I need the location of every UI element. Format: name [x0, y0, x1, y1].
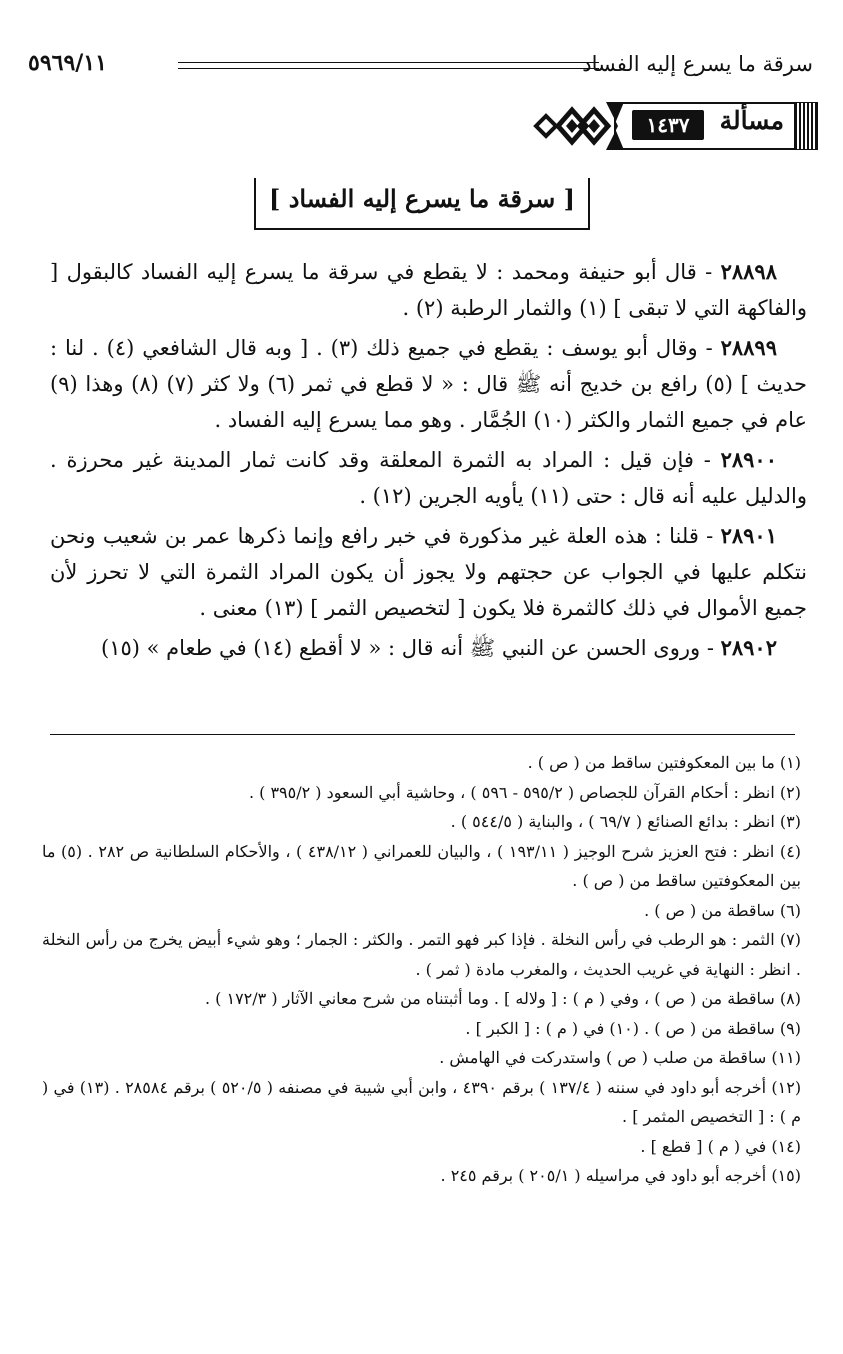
footnote: (٧) الثمر : هو الرطب في رأس النخلة . فإذا كبر فهو التمر . والكثر : الجمار ؛ وهو شيء أبيض يخرج من رأس النخلة . انظر : النهاية في غريب الحديث ، والمغرب مادة ( ثمر ) . — [42, 930, 801, 979]
paragraph — [50, 330, 807, 438]
footnote: (١١) ساقطة من صلب ( ص ) واستدركت في الهامش . — [439, 1048, 801, 1067]
section-title: [ سرقة ما يسرع إليه الفساد ] — [254, 178, 590, 230]
paragraph-number: ٢٨٩٠١ — [720, 523, 777, 548]
footnotes — [42, 748, 801, 1191]
paragraph-text: - قال أبو حنيفة ومحمد : لا يقطع في سرقة ما يسرع إليه الفساد كالبقول [ والفاكهة التي لا تبقى ] (١) والثمار الرطبة (٢) . — [50, 260, 807, 320]
paragraph-text: - وروى الحسن عن النبي ﷺ أنه قال : « لا أقطع (١٤) في طعام » (١٥) — [100, 636, 721, 660]
masala-number: ١٤٣٧ — [632, 110, 704, 140]
footnote: (٩) ساقطة من ( ص ) . (١٠) في ( م ) : [ الكبر ] . — [465, 1018, 801, 1038]
footnote: (٤) انظر : فتح العزيز شرح الوجيز ( ١٩٣/١١ ) ، والبيان للعمراني ( ٤٣٨/١٢ ) ، والأحكام السلطانية ص ٢٨٢ . (٥) ما بين المعكوفتين ساقط من ( ص ) . — [42, 841, 802, 890]
header-rule — [178, 62, 599, 69]
footnote: (١٢) أخرجه أبو داود في سننه ( ١٣٧/٤ ) برقم ٤٣٩٠ ، وابن أبي شيبة في مصنفه ( ٥٢٠/٥ ) برقم ٢٨٥٨٤ . (١٣) في ( م ) : [ التخصيص المثمر ] . — [42, 1077, 802, 1126]
page-reference: ٥٩٦٩/١١ — [28, 50, 107, 76]
running-header — [28, 48, 813, 82]
footnote: (٦) ساقطة من ( ص ) . — [644, 900, 801, 920]
paragraph-number: ٢٨٨٩٩ — [720, 335, 777, 360]
footnote: (١) ما بين المعكوفتين ساقط من ( ص ) . — [527, 753, 801, 772]
paragraph-text: - فإن قيل : المراد به الثمرة المعلقة وقد كانت ثمار المدينة غير محرزة . والدليل عليه أنه قال : حتى (١١) يأويه الجرين (١٢) . — [50, 448, 807, 508]
paragraph-text: - قلنا : هذه العلة غير مذكورة في خبر رافع وإنما ذكرها عمر بن شعيب ونحن نتكلم عليها في الجواب عن حجتهم ولا يجوز أن يكون المراد الثمرة التي لا تحرز لأن جميع الأموال في ذلك كالثمرة فلا يكون [ لتخصيص الثمر ] (١٣) معنى . — [50, 524, 807, 620]
paragraph — [50, 518, 807, 626]
footnote: (١٥) أخرجه أبو داود في مراسيله ( ٢٠٥/١ ) برقم ٢٤٥ . — [440, 1166, 801, 1185]
paragraph-text: - وقال أبو يوسف : يقطع في جميع ذلك (٣) . [ وبه قال الشافعي (٤) . لنا : حديث ] (٥) رافع بن خديج أنه ﷺ قال : « لا قطع في ثمر (٦) ولا كثر (٧) (٨) وهذا (٩) عام في جميع الثمار والكثر (١٠) الجُمَّار . وهو مما يسرع إليه الفساد . — [50, 336, 807, 432]
paragraph-number: ٢٨٩٠٢ — [720, 635, 777, 660]
masala-label: مسألة — [719, 106, 784, 135]
footnote: (١٤) في ( م ) [ قطع ] . — [640, 1136, 801, 1156]
ornament-icon — [528, 96, 628, 162]
footnote: (٣) انظر : بدائع الصنائع ( ٦٩/٧ ) ، والبناية ( ٥٤٤/٥ ) . — [450, 812, 801, 831]
running-title: سرقة ما يسرع إليه الفساد — [582, 52, 813, 76]
masala-banner — [528, 96, 818, 162]
footnote: (٢) انظر : أحكام القرآن للجصاص ( ٥٩٥/٢ - ٥٩٦ ) ، وحاشية أبي السعود ( ٣٩٥/٢ ) . — [248, 782, 801, 802]
footnote-separator — [50, 734, 795, 735]
paragraph-number: ٢٨٨٩٨ — [720, 259, 777, 284]
banner-hatch — [794, 102, 818, 150]
footnote: (٨) ساقطة من ( ص ) ، وفي ( م ) : [ ولاله ] . وما أثبتناه من شرح معاني الآثار ( ١٧٢/٣ ) . — [204, 989, 801, 1008]
paragraph — [50, 630, 807, 666]
paragraph-number: ٢٨٩٠٠ — [720, 447, 777, 472]
paragraph — [50, 442, 807, 514]
paragraph — [50, 254, 807, 326]
main-text — [50, 254, 807, 670]
